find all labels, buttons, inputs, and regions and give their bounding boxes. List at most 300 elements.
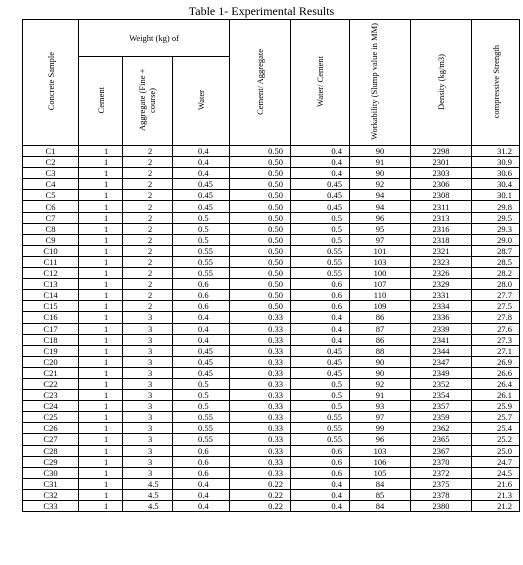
cell-water-cement: 0.5 xyxy=(291,234,350,245)
cell-sample: C6 xyxy=(23,201,79,212)
table-row xyxy=(23,179,520,190)
cell-density: 2323 xyxy=(411,256,472,267)
cell-cement: 1 xyxy=(79,489,123,500)
cell-water-cement: 0.55 xyxy=(291,245,350,256)
cell-water: 0.4 xyxy=(173,323,230,334)
cell-cement: 1 xyxy=(79,345,123,356)
table-row xyxy=(23,157,520,168)
cell-aggregate: 3 xyxy=(123,390,173,401)
cell-density: 2321 xyxy=(411,245,472,256)
cell-sample: C5 xyxy=(23,190,79,201)
cell-workability: 103 xyxy=(350,256,411,267)
cell-cement: 1 xyxy=(79,478,123,489)
cell-sample: C19 xyxy=(23,345,79,356)
table-body xyxy=(23,146,520,512)
cell-cement: 1 xyxy=(79,223,123,234)
cell-density: 2378 xyxy=(411,489,472,500)
cell-cement-aggregate: 0.33 xyxy=(230,412,291,423)
cell-density: 2308 xyxy=(411,190,472,201)
cell-aggregate: 3 xyxy=(123,401,173,412)
cell-cement: 1 xyxy=(79,290,123,301)
cell-density: 2372 xyxy=(411,467,472,478)
cell-cement-aggregate: 0.50 xyxy=(230,268,291,279)
cell-water: 0.55 xyxy=(173,434,230,445)
table-row xyxy=(23,234,520,245)
cell-aggregate: 3 xyxy=(123,412,173,423)
cell-water-cement: 0.45 xyxy=(291,201,350,212)
cell-workability: 90 xyxy=(350,168,411,179)
cell-cement-aggregate: 0.33 xyxy=(230,434,291,445)
table-row xyxy=(23,401,520,412)
cell-compressive-strength: 21.6 xyxy=(472,478,520,489)
cell-aggregate: 2 xyxy=(123,223,173,234)
table-row xyxy=(23,467,520,478)
header-water-cement: Water/ Cement xyxy=(291,20,350,146)
cell-sample: C18 xyxy=(23,334,79,345)
cell-cement-aggregate: 0.50 xyxy=(230,223,291,234)
cell-workability: 91 xyxy=(350,157,411,168)
cell-workability: 107 xyxy=(350,279,411,290)
cell-cement-aggregate: 0.22 xyxy=(230,489,291,500)
cell-aggregate: 2 xyxy=(123,301,173,312)
cell-compressive-strength: 30.1 xyxy=(472,190,520,201)
cell-workability: 91 xyxy=(350,390,411,401)
cell-water: 0.4 xyxy=(173,501,230,512)
cell-compressive-strength: 27.5 xyxy=(472,301,520,312)
cell-water-cement: 0.6 xyxy=(291,456,350,467)
cell-cement: 1 xyxy=(79,301,123,312)
cell-compressive-strength: 26.1 xyxy=(472,390,520,401)
cell-compressive-strength: 21.2 xyxy=(472,501,520,512)
cell-cement-aggregate: 0.50 xyxy=(230,146,291,157)
cell-cement-aggregate: 0.50 xyxy=(230,168,291,179)
cell-density: 2344 xyxy=(411,345,472,356)
table-row xyxy=(23,345,520,356)
cell-aggregate: 2 xyxy=(123,168,173,179)
table-title: Table 1- Experimental Results xyxy=(188,4,335,18)
cell-aggregate: 3 xyxy=(123,423,173,434)
cell-compressive-strength: 28.2 xyxy=(472,268,520,279)
header-cement-aggregate: Cement/ Aggregate xyxy=(230,20,291,146)
cell-cement-aggregate: 0.50 xyxy=(230,190,291,201)
cell-aggregate: 3 xyxy=(123,434,173,445)
cell-cement-aggregate: 0.50 xyxy=(230,301,291,312)
cell-cement-aggregate: 0.50 xyxy=(230,212,291,223)
table-row xyxy=(23,312,520,323)
cell-sample: C3 xyxy=(23,168,79,179)
table-row xyxy=(23,356,520,367)
cell-cement-aggregate: 0.50 xyxy=(230,157,291,168)
cell-workability: 100 xyxy=(350,268,411,279)
cell-workability: 97 xyxy=(350,234,411,245)
cell-compressive-strength: 26.9 xyxy=(472,356,520,367)
cell-aggregate: 2 xyxy=(123,212,173,223)
cell-sample: C31 xyxy=(23,478,79,489)
cell-density: 2367 xyxy=(411,445,472,456)
cell-water: 0.6 xyxy=(173,467,230,478)
table-row xyxy=(23,245,520,256)
cell-sample: C24 xyxy=(23,401,79,412)
cell-cement-aggregate: 0.33 xyxy=(230,467,291,478)
cell-compressive-strength: 27.1 xyxy=(472,345,520,356)
cell-water: 0.55 xyxy=(173,423,230,434)
header-cement: Cement xyxy=(79,57,123,146)
cell-aggregate: 2 xyxy=(123,157,173,168)
cell-density: 2334 xyxy=(411,301,472,312)
cell-density: 2311 xyxy=(411,201,472,212)
cell-cement-aggregate: 0.50 xyxy=(230,179,291,190)
cell-water-cement: 0.45 xyxy=(291,345,350,356)
cell-cement-aggregate: 0.50 xyxy=(230,290,291,301)
table-row xyxy=(23,367,520,378)
cell-cement: 1 xyxy=(79,157,123,168)
cell-workability: 90 xyxy=(350,367,411,378)
cell-water: 0.4 xyxy=(173,312,230,323)
table-row xyxy=(23,279,520,290)
cell-compressive-strength: 25.9 xyxy=(472,401,520,412)
cell-water-cement: 0.4 xyxy=(291,312,350,323)
cell-water-cement: 0.55 xyxy=(291,423,350,434)
cell-sample: C12 xyxy=(23,268,79,279)
cell-sample: C27 xyxy=(23,434,79,445)
cell-sample: C16 xyxy=(23,312,79,323)
cell-aggregate: 2 xyxy=(123,256,173,267)
cell-density: 2339 xyxy=(411,323,472,334)
cell-sample: C28 xyxy=(23,445,79,456)
table-row xyxy=(23,290,520,301)
cell-water-cement: 0.6 xyxy=(291,279,350,290)
cell-workability: 103 xyxy=(350,445,411,456)
cell-density: 2362 xyxy=(411,423,472,434)
cell-water: 0.6 xyxy=(173,301,230,312)
cell-water: 0.5 xyxy=(173,223,230,234)
table-row xyxy=(23,190,520,201)
cell-sample: C33 xyxy=(23,501,79,512)
cell-water: 0.55 xyxy=(173,245,230,256)
cell-water-cement: 0.4 xyxy=(291,168,350,179)
cell-aggregate: 2 xyxy=(123,190,173,201)
cell-density: 2326 xyxy=(411,268,472,279)
cell-compressive-strength: 26.4 xyxy=(472,378,520,389)
cell-cement-aggregate: 0.50 xyxy=(230,201,291,212)
cell-water-cement: 0.55 xyxy=(291,256,350,267)
cell-water-cement: 0.55 xyxy=(291,412,350,423)
cell-sample: C1 xyxy=(23,146,79,157)
table-row xyxy=(23,223,520,234)
cell-water-cement: 0.45 xyxy=(291,190,350,201)
cell-cement: 1 xyxy=(79,212,123,223)
header-water: Water xyxy=(173,57,230,146)
cell-aggregate: 3 xyxy=(123,334,173,345)
cell-aggregate: 2 xyxy=(123,245,173,256)
cell-workability: 90 xyxy=(350,146,411,157)
cell-cement: 1 xyxy=(79,434,123,445)
cell-water: 0.45 xyxy=(173,345,230,356)
cell-aggregate: 3 xyxy=(123,456,173,467)
cell-workability: 86 xyxy=(350,334,411,345)
cell-compressive-strength: 30.9 xyxy=(472,157,520,168)
cell-aggregate: 3 xyxy=(123,312,173,323)
cell-workability: 90 xyxy=(350,356,411,367)
cell-workability: 110 xyxy=(350,290,411,301)
cell-cement-aggregate: 0.33 xyxy=(230,323,291,334)
cell-density: 2370 xyxy=(411,456,472,467)
cell-water: 0.45 xyxy=(173,201,230,212)
cell-water: 0.6 xyxy=(173,456,230,467)
cell-density: 2341 xyxy=(411,334,472,345)
cell-water: 0.4 xyxy=(173,168,230,179)
cell-density: 2365 xyxy=(411,434,472,445)
cell-water: 0.5 xyxy=(173,390,230,401)
cell-aggregate: 2 xyxy=(123,201,173,212)
cell-density: 2375 xyxy=(411,478,472,489)
cell-compressive-strength: 25.4 xyxy=(472,423,520,434)
cell-sample: C14 xyxy=(23,290,79,301)
cell-cement-aggregate: 0.22 xyxy=(230,501,291,512)
cell-water: 0.4 xyxy=(173,146,230,157)
cell-workability: 101 xyxy=(350,245,411,256)
cell-aggregate: 3 xyxy=(123,467,173,478)
cell-cement-aggregate: 0.33 xyxy=(230,423,291,434)
cell-water: 0.5 xyxy=(173,378,230,389)
cell-compressive-strength: 24.7 xyxy=(472,456,520,467)
cell-density: 2318 xyxy=(411,234,472,245)
cell-cement: 1 xyxy=(79,456,123,467)
cell-water-cement: 0.55 xyxy=(291,434,350,445)
table-row xyxy=(23,168,520,179)
cell-water-cement: 0.45 xyxy=(291,179,350,190)
cell-aggregate: 2 xyxy=(123,179,173,190)
cell-water: 0.45 xyxy=(173,356,230,367)
cell-density: 2347 xyxy=(411,356,472,367)
cell-density: 2329 xyxy=(411,279,472,290)
cell-sample: C25 xyxy=(23,412,79,423)
cell-water: 0.55 xyxy=(173,256,230,267)
cell-cement: 1 xyxy=(79,146,123,157)
cell-water: 0.5 xyxy=(173,234,230,245)
cell-sample: C22 xyxy=(23,378,79,389)
cell-water-cement: 0.5 xyxy=(291,390,350,401)
cell-workability: 99 xyxy=(350,423,411,434)
table-row xyxy=(23,301,520,312)
cell-water-cement: 0.45 xyxy=(291,367,350,378)
cell-workability: 95 xyxy=(350,223,411,234)
cell-compressive-strength: 24.5 xyxy=(472,467,520,478)
cell-cement-aggregate: 0.33 xyxy=(230,356,291,367)
cell-cement: 1 xyxy=(79,168,123,179)
cell-cement: 1 xyxy=(79,268,123,279)
header-density: Density (kg/m3) xyxy=(411,20,472,146)
cell-cement: 1 xyxy=(79,323,123,334)
cell-cement-aggregate: 0.33 xyxy=(230,401,291,412)
cell-aggregate: 4.5 xyxy=(123,501,173,512)
cell-water-cement: 0.4 xyxy=(291,146,350,157)
cell-aggregate: 2 xyxy=(123,268,173,279)
cell-cement: 1 xyxy=(79,445,123,456)
table-row xyxy=(23,489,520,500)
cell-compressive-strength: 31.2 xyxy=(472,146,520,157)
cell-cement-aggregate: 0.33 xyxy=(230,334,291,345)
header-workability: Workability (Slump value in MM) xyxy=(350,20,411,146)
cell-aggregate: 2 xyxy=(123,290,173,301)
cell-cement: 1 xyxy=(79,201,123,212)
table-row xyxy=(23,334,520,345)
table-row xyxy=(23,323,520,334)
cell-cement: 1 xyxy=(79,367,123,378)
cell-aggregate: 3 xyxy=(123,345,173,356)
cell-sample: C23 xyxy=(23,390,79,401)
cell-cement: 1 xyxy=(79,334,123,345)
cell-water-cement: 0.4 xyxy=(291,157,350,168)
cell-compressive-strength: 28.0 xyxy=(472,279,520,290)
cell-cement: 1 xyxy=(79,501,123,512)
cell-cement-aggregate: 0.33 xyxy=(230,312,291,323)
cell-water: 0.5 xyxy=(173,401,230,412)
cell-water-cement: 0.4 xyxy=(291,323,350,334)
cell-aggregate: 3 xyxy=(123,378,173,389)
cell-aggregate: 3 xyxy=(123,323,173,334)
cell-cement: 1 xyxy=(79,256,123,267)
cell-cement-aggregate: 0.33 xyxy=(230,345,291,356)
cell-water-cement: 0.6 xyxy=(291,301,350,312)
cell-compressive-strength: 29.3 xyxy=(472,223,520,234)
cell-water-cement: 0.5 xyxy=(291,401,350,412)
cell-cement: 1 xyxy=(79,401,123,412)
header-compressive-strength: compressive Strength xyxy=(472,20,520,146)
experimental-results-table xyxy=(22,19,520,512)
cell-cement-aggregate: 0.50 xyxy=(230,245,291,256)
table-row xyxy=(23,412,520,423)
cell-compressive-strength: 29.5 xyxy=(472,212,520,223)
cell-water: 0.5 xyxy=(173,212,230,223)
cell-compressive-strength: 27.7 xyxy=(472,290,520,301)
cell-compressive-strength: 30.4 xyxy=(472,179,520,190)
cell-water-cement: 0.6 xyxy=(291,467,350,478)
cell-water: 0.4 xyxy=(173,478,230,489)
table-row xyxy=(23,478,520,489)
cell-density: 2316 xyxy=(411,223,472,234)
table-row xyxy=(23,256,520,267)
cell-aggregate: 3 xyxy=(123,356,173,367)
cell-sample: C29 xyxy=(23,456,79,467)
cell-water-cement: 0.6 xyxy=(291,445,350,456)
cell-workability: 97 xyxy=(350,412,411,423)
cell-workability: 92 xyxy=(350,179,411,190)
header-aggregate: Aggregate (Fine + course) xyxy=(123,57,173,146)
cell-workability: 96 xyxy=(350,212,411,223)
cell-density: 2349 xyxy=(411,367,472,378)
cell-cement-aggregate: 0.22 xyxy=(230,478,291,489)
cell-sample: C30 xyxy=(23,467,79,478)
cell-water-cement: 0.4 xyxy=(291,478,350,489)
cell-compressive-strength: 27.3 xyxy=(472,334,520,345)
cell-cement: 1 xyxy=(79,423,123,434)
header-weight-group: Weight (kg) of xyxy=(79,20,230,57)
table-row xyxy=(23,456,520,467)
cell-compressive-strength: 21.3 xyxy=(472,489,520,500)
table-row xyxy=(23,434,520,445)
cell-water-cement: 0.4 xyxy=(291,334,350,345)
cell-water-cement: 0.45 xyxy=(291,356,350,367)
cell-cement: 1 xyxy=(79,390,123,401)
cell-aggregate: 2 xyxy=(123,234,173,245)
cell-workability: 94 xyxy=(350,190,411,201)
cell-workability: 105 xyxy=(350,467,411,478)
cell-cement-aggregate: 0.50 xyxy=(230,279,291,290)
cell-density: 2298 xyxy=(411,146,472,157)
cell-compressive-strength: 28.7 xyxy=(472,245,520,256)
cell-sample: C32 xyxy=(23,489,79,500)
cell-water-cement: 0.5 xyxy=(291,212,350,223)
cell-sample: C20 xyxy=(23,356,79,367)
table-row xyxy=(23,378,520,389)
cell-workability: 87 xyxy=(350,323,411,334)
cell-aggregate: 4.5 xyxy=(123,489,173,500)
cell-sample: C10 xyxy=(23,245,79,256)
cell-sample: C15 xyxy=(23,301,79,312)
cell-cement: 1 xyxy=(79,356,123,367)
cell-water-cement: 0.4 xyxy=(291,489,350,500)
cell-density: 2359 xyxy=(411,412,472,423)
cell-water: 0.6 xyxy=(173,445,230,456)
cell-compressive-strength: 25.7 xyxy=(472,412,520,423)
table-row xyxy=(23,201,520,212)
cell-density: 2301 xyxy=(411,157,472,168)
cell-sample: C13 xyxy=(23,279,79,290)
cell-cement: 1 xyxy=(79,467,123,478)
cell-cement: 1 xyxy=(79,312,123,323)
cell-water: 0.45 xyxy=(173,367,230,378)
cell-cement: 1 xyxy=(79,279,123,290)
table-row xyxy=(23,501,520,512)
cell-density: 2306 xyxy=(411,179,472,190)
cell-sample: C7 xyxy=(23,212,79,223)
cell-density: 2354 xyxy=(411,390,472,401)
cell-compressive-strength: 27.6 xyxy=(472,323,520,334)
cell-water: 0.4 xyxy=(173,334,230,345)
cell-water: 0.6 xyxy=(173,279,230,290)
cell-water: 0.45 xyxy=(173,179,230,190)
cell-compressive-strength: 30.6 xyxy=(472,168,520,179)
cell-water: 0.4 xyxy=(173,157,230,168)
cell-water: 0.4 xyxy=(173,489,230,500)
cell-density: 2352 xyxy=(411,378,472,389)
cell-cement-aggregate: 0.33 xyxy=(230,367,291,378)
cell-aggregate: 2 xyxy=(123,146,173,157)
cell-compressive-strength: 29.8 xyxy=(472,201,520,212)
cell-density: 2357 xyxy=(411,401,472,412)
cell-cement: 1 xyxy=(79,234,123,245)
cell-water: 0.6 xyxy=(173,290,230,301)
cell-workability: 94 xyxy=(350,201,411,212)
cell-sample: C9 xyxy=(23,234,79,245)
cell-workability: 106 xyxy=(350,456,411,467)
cell-water-cement: 0.5 xyxy=(291,223,350,234)
cell-water: 0.55 xyxy=(173,412,230,423)
cell-density: 2380 xyxy=(411,501,472,512)
cell-compressive-strength: 27.8 xyxy=(472,312,520,323)
cell-workability: 109 xyxy=(350,301,411,312)
table-row xyxy=(23,212,520,223)
table-row xyxy=(23,146,520,157)
cell-water-cement: 0.5 xyxy=(291,378,350,389)
cell-cement-aggregate: 0.33 xyxy=(230,390,291,401)
cell-cement: 1 xyxy=(79,378,123,389)
cell-cement: 1 xyxy=(79,245,123,256)
cell-cement-aggregate: 0.50 xyxy=(230,256,291,267)
cell-cement: 1 xyxy=(79,179,123,190)
cell-density: 2336 xyxy=(411,312,472,323)
